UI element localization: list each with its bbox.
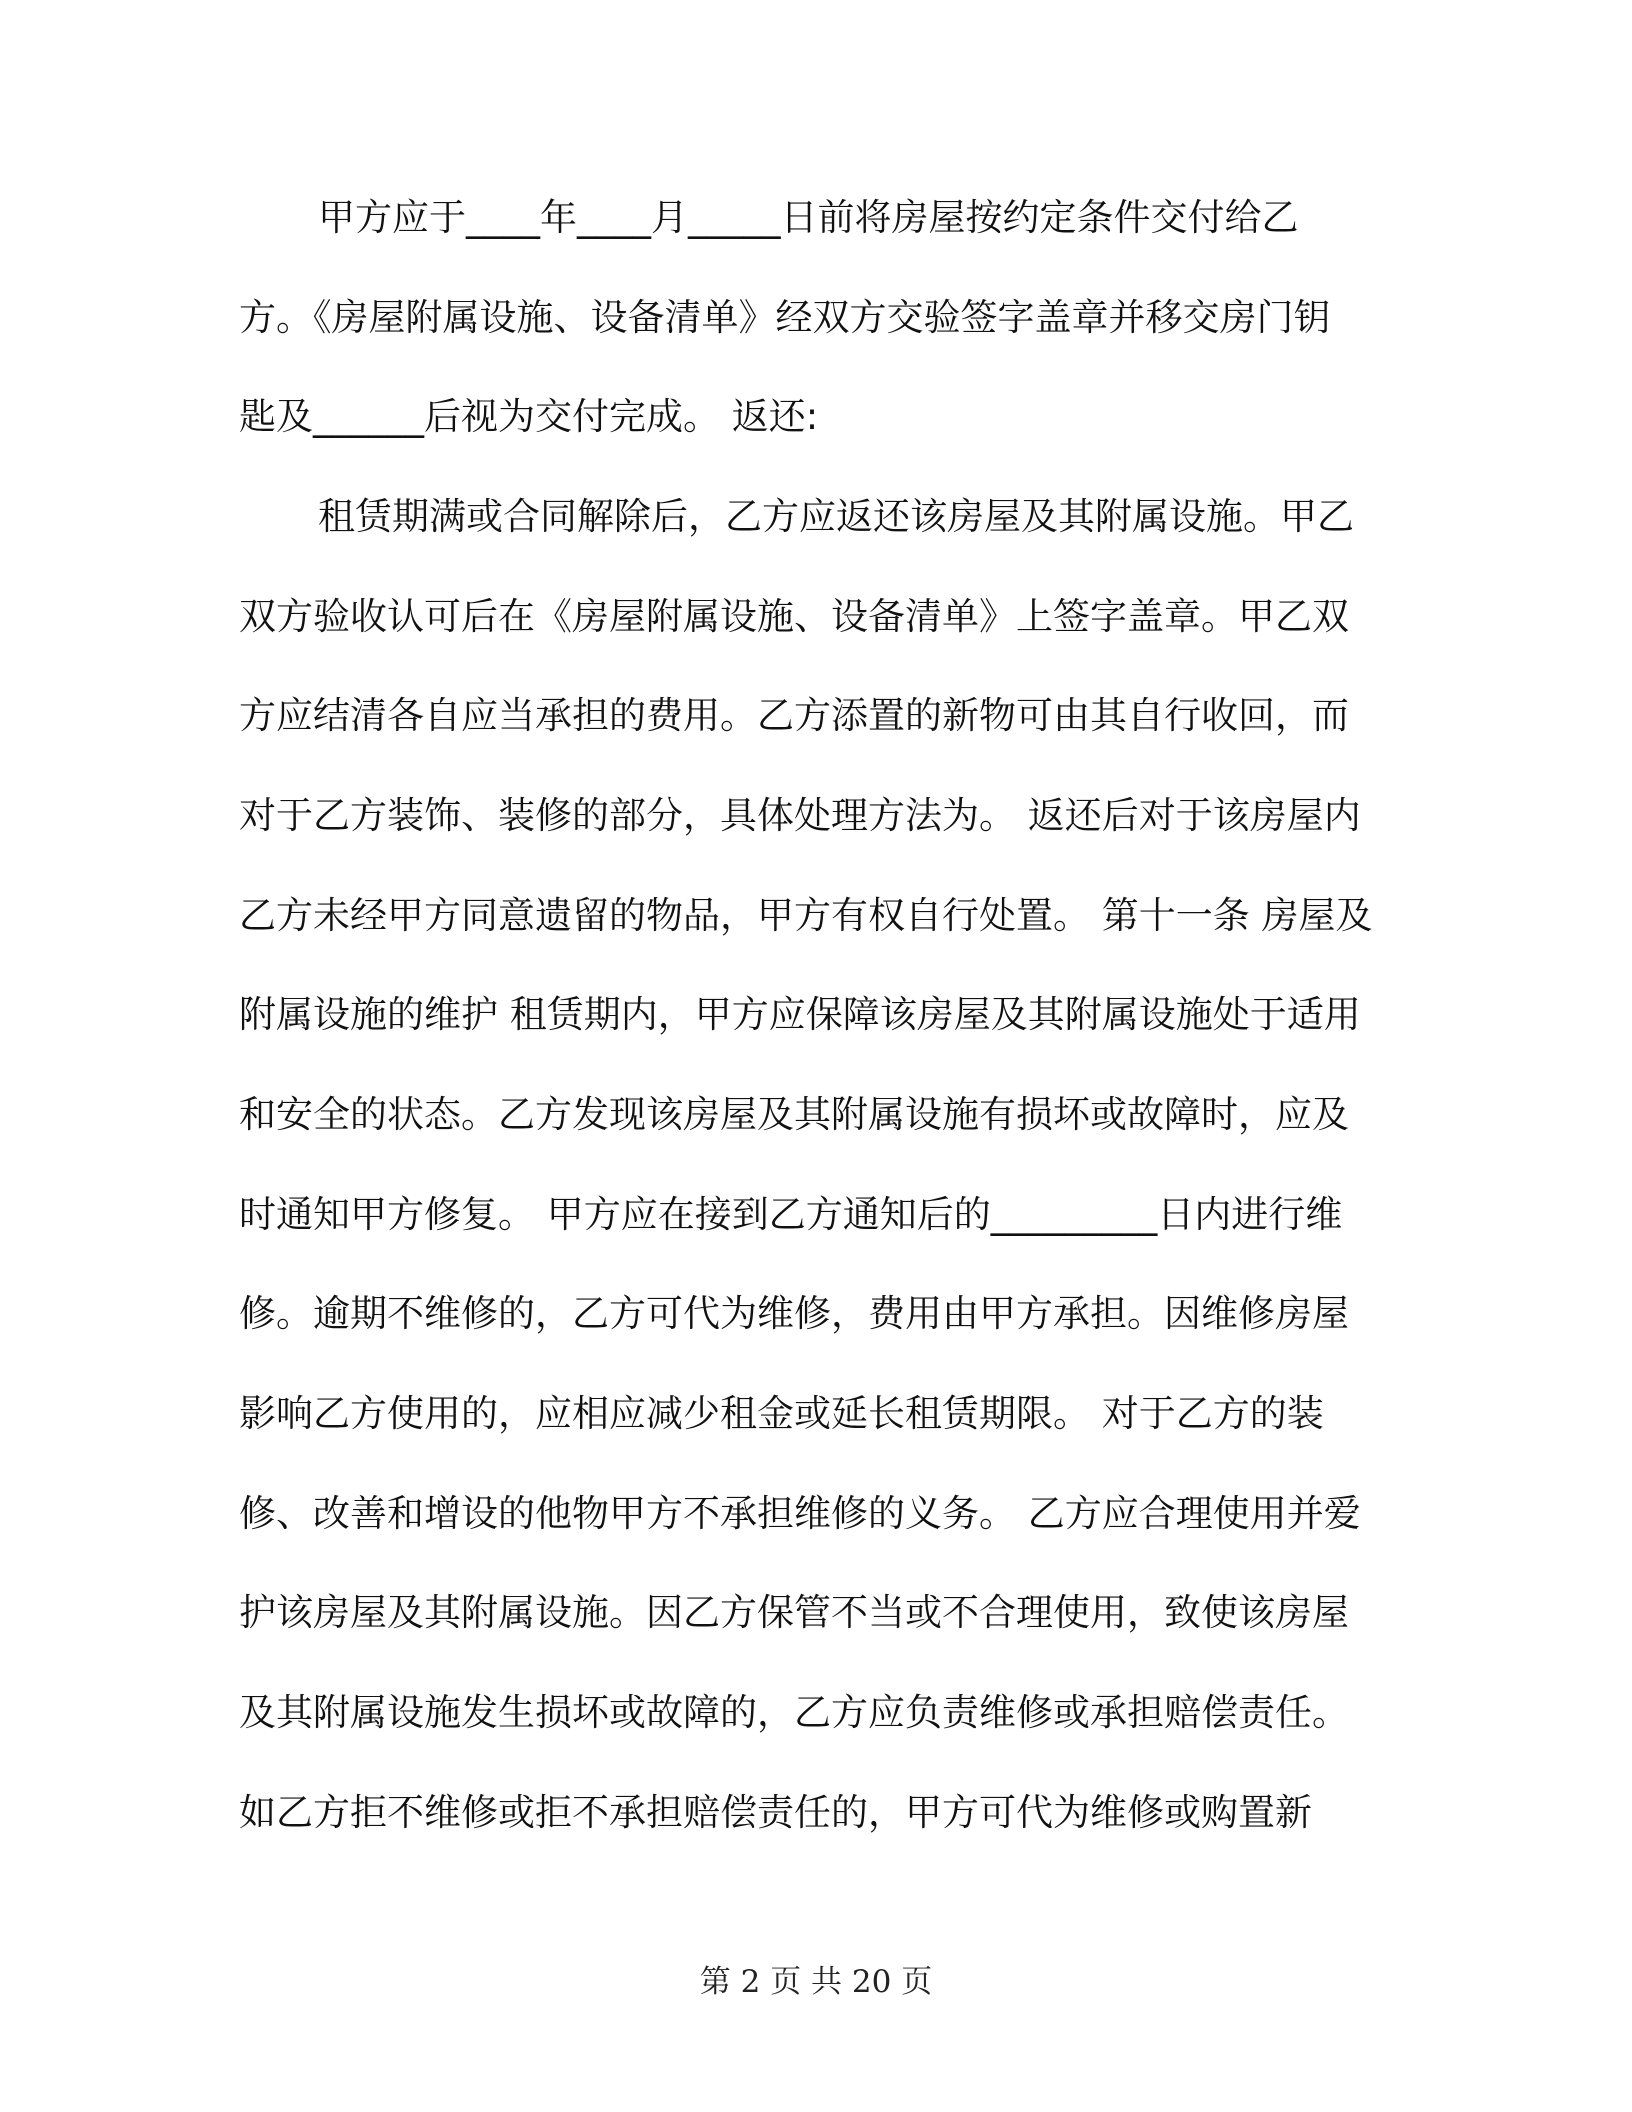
body-line-11: 时通知甲方修复。 甲方应在接到乙方通知后的_________日内进行维 <box>239 1193 1343 1236</box>
body-line-1: 甲方应于____年____月_____日前将房屋按约定条件交付给乙 <box>318 196 1299 239</box>
body-line-2: 方。《房屋附属设施、设备清单》经双方交验签字盖章并移交房门钥 <box>239 296 1331 339</box>
page-number-footer: 第 2 页 共 20 页 <box>699 1964 933 2000</box>
body-line-10: 和安全的状态。乙方发现该房屋及其附属设施有损坏或故障时，应及 <box>239 1093 1349 1136</box>
body-line-4: 租赁期满或合同解除后，乙方应返还该房屋及其附属设施。甲乙 <box>318 495 1354 538</box>
body-line-15: 护该房屋及其附属设施。因乙方保管不当或不合理使用，致使该房屋 <box>239 1591 1349 1634</box>
body-line-6: 方应结清各自应当承担的费用。乙方添置的新物可由其自行收回，而 <box>239 694 1349 737</box>
body-line-17: 如乙方拒不维修或拒不承担赔偿责任的，甲方可代为维修或购置新 <box>239 1791 1312 1834</box>
body-line-14: 修、改善和增设的他物甲方不承担维修的义务。 乙方应合理使用并爱 <box>239 1492 1361 1535</box>
body-line-5: 双方验收认可后在《房屋附属设施、设备清单》上签字盖章。甲乙双 <box>239 595 1349 638</box>
body-line-13: 影响乙方使用的，应相应减少租金或延长租赁期限。 对于乙方的装 <box>239 1392 1324 1435</box>
body-line-8: 乙方未经甲方同意遗留的物品，甲方有权自行处置。 第十一条 房屋及 <box>239 894 1373 937</box>
body-line-9: 附属设施的维护 租赁期内，甲方应保障该房屋及其附属设施处于适用 <box>239 993 1361 1036</box>
body-line-16: 及其附属设施发生损坏或故障的，乙方应负责维修或承担赔偿责任。 <box>239 1691 1349 1734</box>
body-line-12: 修。逾期不维修的，乙方可代为维修，费用由甲方承担。因维修房屋 <box>239 1292 1349 1335</box>
body-line-3: 匙及______后视为交付完成。 返还: <box>239 395 819 438</box>
body-line-7: 对于乙方装饰、装修的部分，具体处理方法为。 返还后对于该房屋内 <box>239 794 1361 837</box>
